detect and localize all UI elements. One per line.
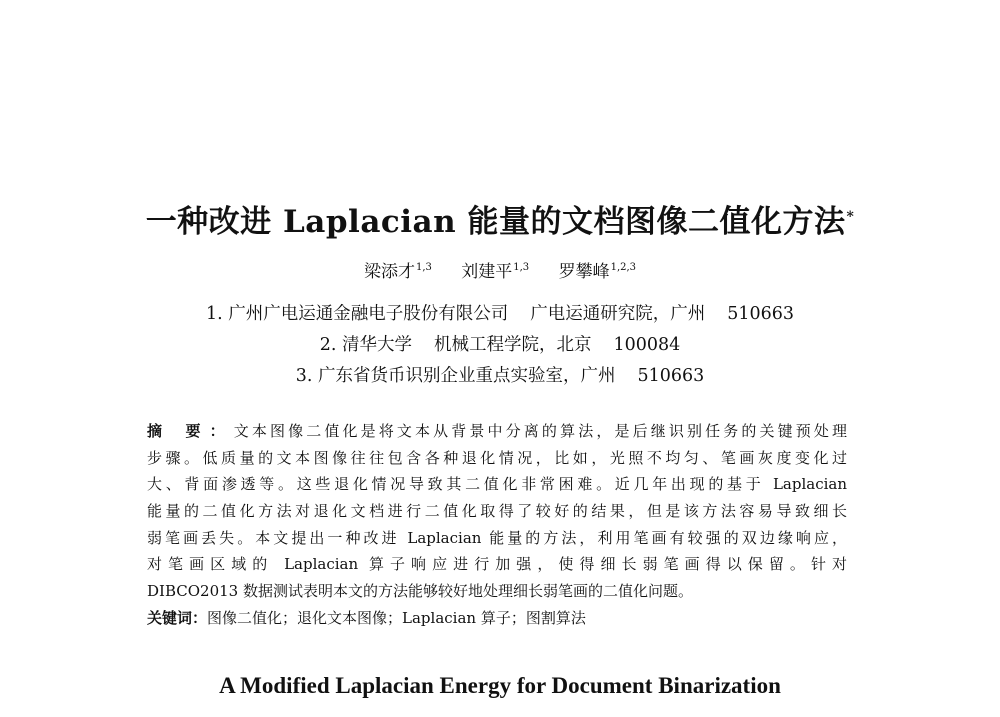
affiliation-postcode: 510663 xyxy=(727,304,795,324)
title-text: 一种改进 Laplacian 能量的文档图像二值化方法 xyxy=(145,204,846,240)
affiliation-org: 3. 广东省货币识别企业重点实验室，广州 xyxy=(295,366,616,386)
affiliation-postcode: 510663 xyxy=(637,366,705,386)
author-affiliation-mark: 1,3 xyxy=(513,262,530,274)
keywords-line xyxy=(147,605,847,632)
abstract-line: 能量的二值化方法对退化文档进行二值化取得了较好的结果，但是该方法容易导致细长 xyxy=(147,502,847,521)
abstract-line: 对笔画区域的 Laplacian 算子响应进行加强，使得细长弱笔画得以保留。针对 xyxy=(147,555,847,574)
abstract-label: 摘 要： xyxy=(147,422,234,440)
abstract-line: 步骤。低质量的文本图像往往包含各种退化情况，比如，光照不均匀、笔画灰度变化过 xyxy=(147,448,847,467)
affiliation xyxy=(0,362,1000,387)
affiliation-dept: 机械工程学院，北京 xyxy=(433,335,592,355)
author xyxy=(559,257,636,282)
abstract-line: 弱笔画丢失。本文提出一种改进 Laplacian 能量的方法，利用笔画有较强的双边缘响应， xyxy=(147,528,847,547)
abstract-line: 大、背面渗透等。这些退化情况导致其二值化非常困难。近几年出现的基于 Laplacian xyxy=(147,475,847,494)
author-name: 梁添才 xyxy=(363,262,415,282)
paper-title xyxy=(0,196,1000,241)
title-footnote-mark: * xyxy=(846,208,855,225)
author xyxy=(364,257,432,282)
author-list xyxy=(0,257,1000,282)
affiliation-postcode: 100084 xyxy=(613,335,681,355)
author-name: 刘建平 xyxy=(461,262,513,282)
affiliation xyxy=(0,300,1000,325)
affiliation-org: 1. 广州广电运通金融电子股份有限公司 xyxy=(205,304,509,324)
english-title: A Modified Laplacian Energy for Document Binarization xyxy=(219,673,781,698)
abstract-text: 文本图像二值化是将文本从背景中分离的算法，是后继识别任务的关键预处理 xyxy=(233,422,847,440)
abstract-line xyxy=(147,418,847,445)
author-affiliation-mark: 1,2,3 xyxy=(610,262,637,274)
author-affiliation-mark: 1,3 xyxy=(415,262,432,274)
author xyxy=(461,257,529,282)
abstract-block xyxy=(147,418,847,632)
affiliation-dept: 广电运通研究院，广州 xyxy=(530,304,706,324)
author-name: 罗攀峰 xyxy=(558,262,610,282)
keywords-text: 图像二值化；退化文本图像；Laplacian 算子；图割算法 xyxy=(207,608,586,627)
affiliation xyxy=(0,331,1000,356)
abstract-line: DIBCO2013 数据测试表明本文的方法能够较好地处理细长弱笔画的二值化问题。 xyxy=(147,582,693,601)
keywords-label: 关键词： xyxy=(147,608,208,627)
affiliation-org: 2. 清华大学 xyxy=(319,335,412,355)
